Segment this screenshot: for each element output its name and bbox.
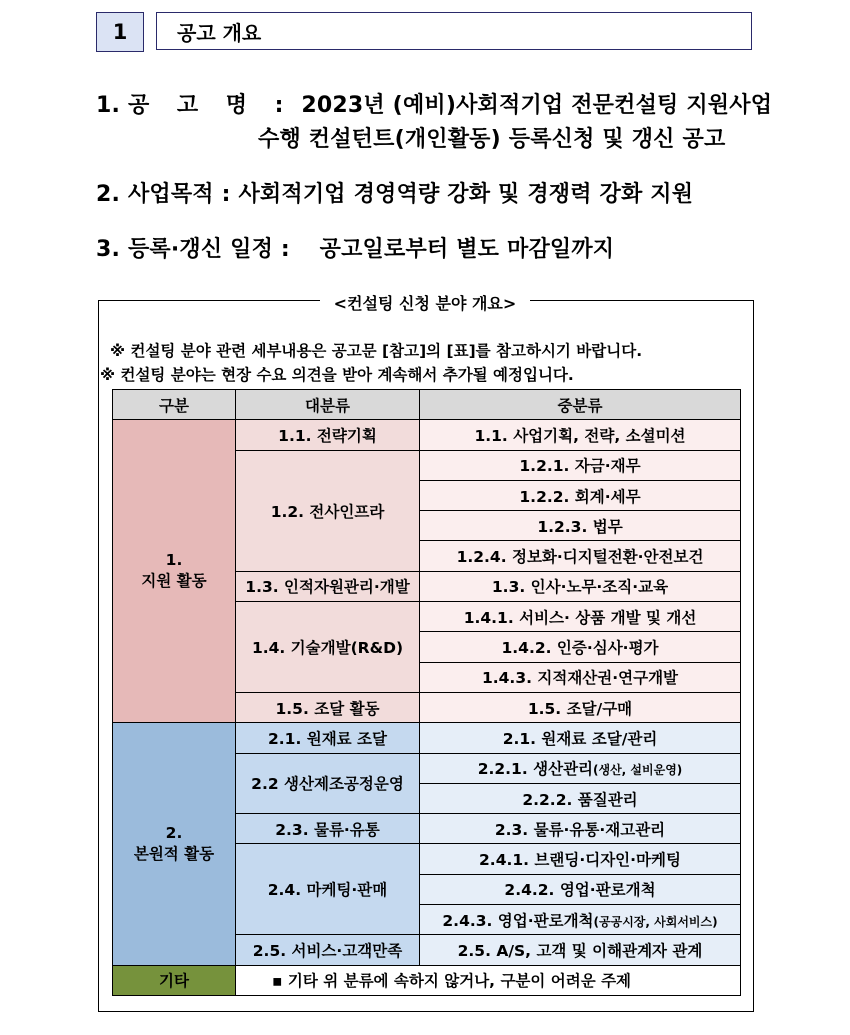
group-1-cell <box>113 420 236 723</box>
group-2-cell <box>113 723 236 965</box>
cat-1-4: 1.4. 기술개발(R&D) <box>236 602 420 693</box>
sub-1-3: 1.3. 인사·노무·조직·교육 <box>420 571 741 601</box>
sub-1-2-1: 1.2.1. 자금·재무 <box>420 450 741 480</box>
sub-2-4-2: 2.4.2. 영업·판로개척 <box>420 874 741 904</box>
item-3-num: 3. <box>96 237 121 262</box>
cat-2-4: 2.4. 마케팅·판매 <box>236 844 420 935</box>
cat-1-2: 1.2. 전사인프라 <box>236 450 420 571</box>
cat-1-5: 1.5. 조달 활동 <box>236 692 420 722</box>
sub-1-4-3: 1.4.3. 지적재산권·연구개발 <box>420 662 741 692</box>
sub-1-2-3: 1.2.3. 법무 <box>420 511 741 541</box>
sub-2-4-3 <box>420 905 741 935</box>
table-row <box>113 965 741 995</box>
cat-2-1: 2.1. 원재료 조달 <box>236 723 420 753</box>
item-1-num: 1. <box>96 93 121 118</box>
sub-2-2-1 <box>420 753 741 783</box>
cat-2-3: 2.3. 물류·유통 <box>236 814 420 844</box>
sub-1-4-2: 1.4.2. 인증·심사·평가 <box>420 632 741 662</box>
sub-2-2-2: 2.2.2. 품질관리 <box>420 783 741 813</box>
item-2-num: 2. <box>96 182 121 207</box>
section-number: 1 <box>96 12 144 52</box>
item-2-line <box>96 177 693 208</box>
group-2-label: 본원적 활동 <box>133 844 215 863</box>
sub-1-4-1: 1.4.1. 서비스· 상품 개발 및 개선 <box>420 602 741 632</box>
item-2-value: 사회적기업 경영역량 강화 및 경쟁력 강화 지원 <box>238 182 694 207</box>
sub-1-1: 1.1. 사업기획, 전략, 소셜미션 <box>420 420 741 450</box>
note-1: ※ 컨설팅 분야 관련 세부내용은 공고문 [참고]의 [표]를 참고하시기 바랍니다. <box>110 342 643 360</box>
sub-1-5: 1.5. 조달/구매 <box>420 692 741 722</box>
group-2-num: 2. <box>165 823 183 842</box>
cat-2-2: 2.2 생산제조공정운영 <box>236 753 420 814</box>
sub-2-4-1: 2.4.1. 브랜딩·디자인·마케팅 <box>420 844 741 874</box>
header-category: 구분 <box>113 390 236 420</box>
item-1-value-line-1: 2023년 (예비)사회적기업 전문컨설팅 지원사업 <box>301 93 773 118</box>
header-major: 대분류 <box>236 390 420 420</box>
item-3-value: 공고일로부터 별도 마감일까지 <box>319 237 615 262</box>
sub-2-2-1-small: (생산, 설비운영) <box>593 763 683 778</box>
section-title: 공고 개요 <box>156 12 752 50</box>
item-2-label: 사업목적 : <box>127 182 231 207</box>
group-1-num: 1. <box>165 551 183 570</box>
sub-2-2-1-text: 2.2.1. 생산관리 <box>477 760 594 779</box>
item-3-line <box>96 232 614 263</box>
sub-2-4-3-text: 2.4.3. 영업·판로개척 <box>442 911 594 930</box>
table-header-row <box>113 390 741 420</box>
item-1-value-line-2: 수행 컨설턴트(개인활동) 등록신청 및 갱신 공고 <box>258 127 726 152</box>
other-value: ▪ 기타 위 분류에 속하지 않거나, 구분이 어려운 주제 <box>236 965 741 995</box>
item-3-label: 등록·갱신 일정 : <box>127 237 290 262</box>
item-1-line-1 <box>96 88 772 119</box>
other-label: 기타 <box>113 965 236 995</box>
table-row <box>113 420 741 450</box>
consulting-field-table <box>112 389 741 996</box>
item-1-label: 공 고 명 : <box>127 93 294 118</box>
note-2: ※ 컨설팅 분야는 현장 수요 의견을 받아 계속해서 추가될 예정입니다. <box>100 366 574 384</box>
box-title: <컨설팅 신청 분야 개요> <box>0 291 850 314</box>
sub-1-2-2: 1.2.2. 회계·세무 <box>420 480 741 510</box>
sub-2-3: 2.3. 물류·유통·재고관리 <box>420 814 741 844</box>
cat-1-1: 1.1. 전략기획 <box>236 420 420 450</box>
cat-2-5: 2.5. 서비스·고객만족 <box>236 935 420 965</box>
table-row <box>113 723 741 753</box>
cat-1-3: 1.3. 인적자원관리·개발 <box>236 571 420 601</box>
header-minor: 중분류 <box>420 390 741 420</box>
group-1-label: 지원 활동 <box>141 572 207 591</box>
sub-2-4-3-small: (공공시장, 사회서비스) <box>593 914 718 929</box>
sub-2-5: 2.5. A/S, 고객 및 이해관계자 관계 <box>420 935 741 965</box>
sub-1-2-4: 1.2.4. 정보화·디지털전환·안전보건 <box>420 541 741 571</box>
sub-2-1: 2.1. 원재료 조달/관리 <box>420 723 741 753</box>
